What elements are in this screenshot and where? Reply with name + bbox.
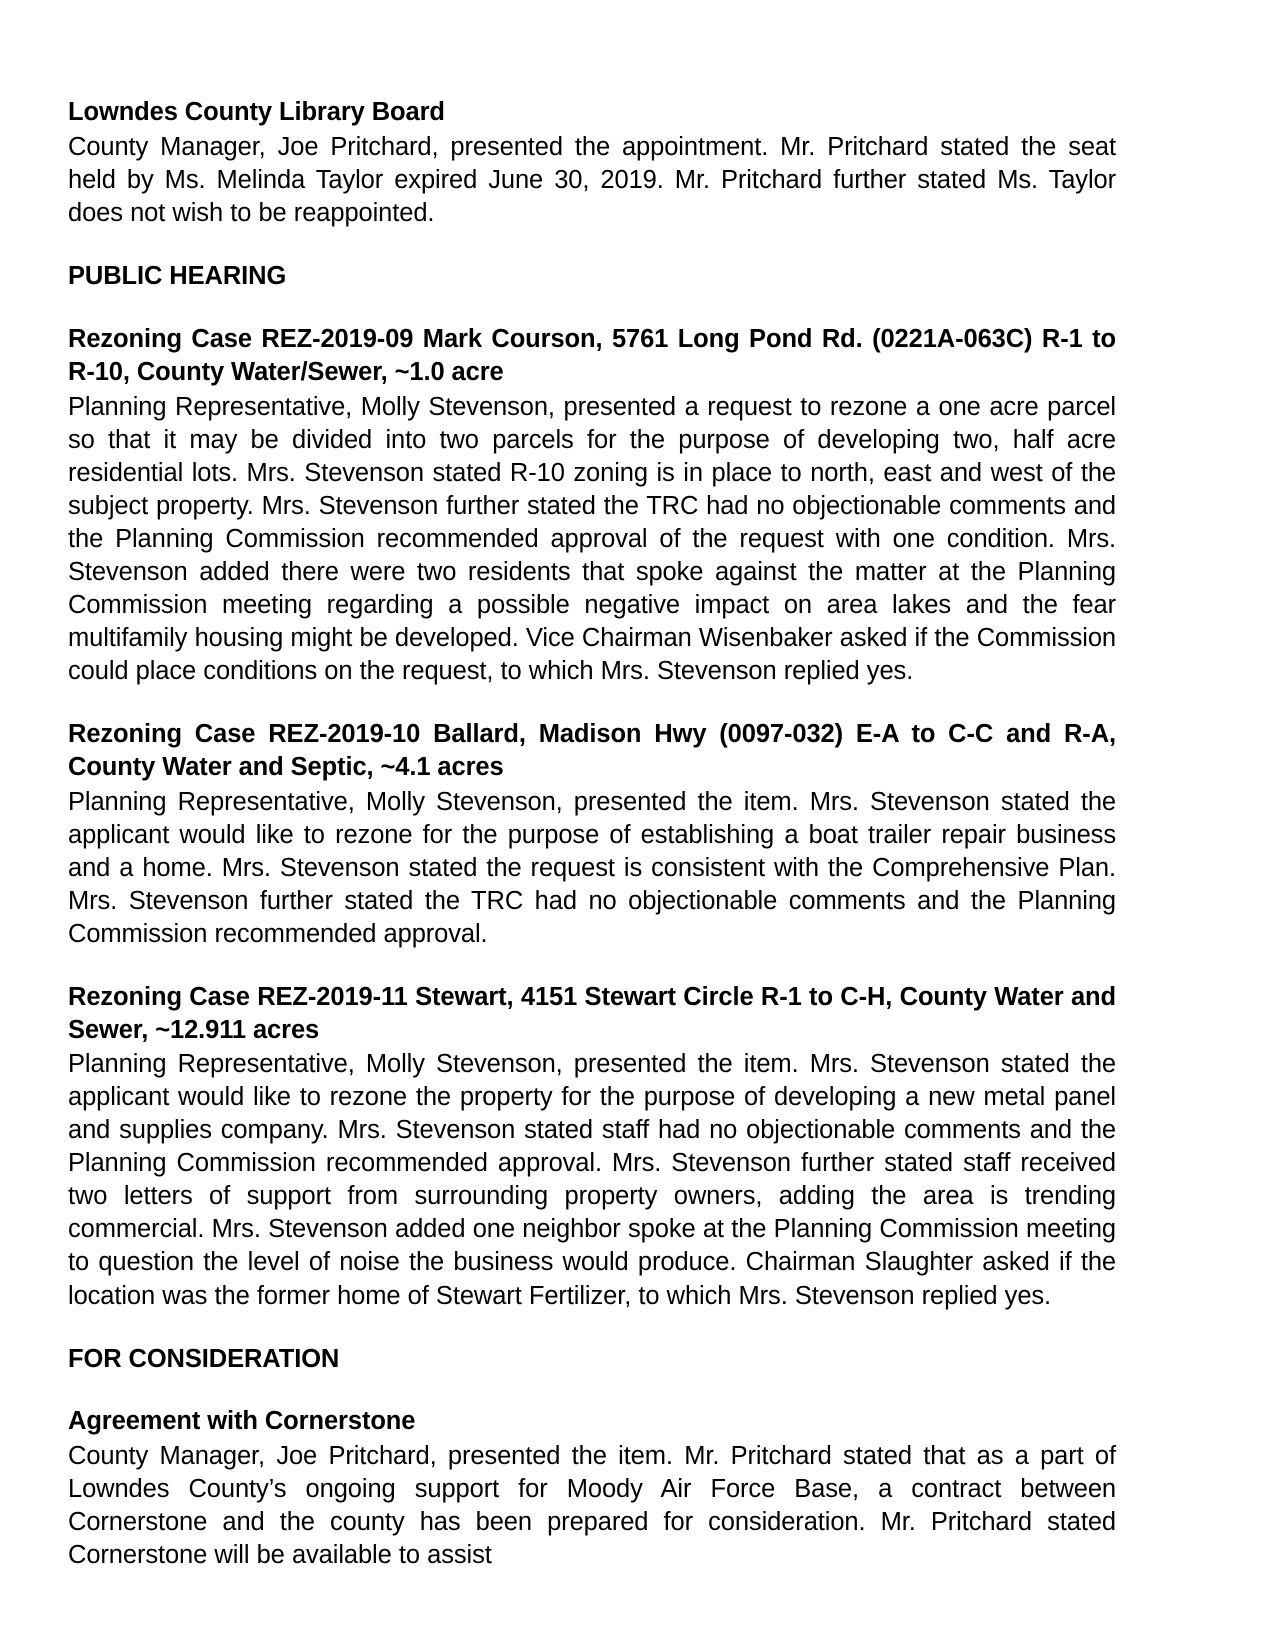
section-heading-agreement-cornerstone: Agreement with Cornerstone — [68, 1407, 416, 1436]
section-heading-for-consideration: FOR CONSIDERATION — [68, 1344, 340, 1373]
section-heading-public-hearing: PUBLIC HEARING — [68, 261, 287, 290]
spacer — [68, 293, 1116, 323]
section-heading-rez-2019-10: Rezoning Case REZ-2019-10 Ballard, Madison Hwy (0097-032) E-A to C-C and R-A, County Water and Septic, ~4.1 acres — [68, 719, 1116, 781]
section-body-library-board: County Manager, Joe Pritchard, presented the appointment. Mr. Pritchard stated the seat held by Ms. Melinda Taylor expired June 30, 2019. Mr. Pritchard further stated Ms. Taylor does not wish to be reappointed. — [68, 132, 1116, 227]
section-body-rez-2019-09: Planning Representative, Molly Stevenson, presented a request to rezone a one acre parcel so that it may be divided into two parcels for the purpose of developing two, half acre residential lots. Mrs. Stevenson stated R-10 zoning is in place to north, east and west of the subject property. Mrs. Stevenson further stated the TRC had no objectionable comments and the Planning Commission recommended approval of the request with one condition. Mrs. Stevenson added there were two residents that spoke against the matter at the Planning Commission meeting regarding a possible negative impact on area lakes and the fear multifamily housing might be developed. Vice Chairman Wisenbaker asked if the Commission could place conditions on the request, to which Mrs. Stevenson replied yes. — [68, 392, 1116, 685]
spacer — [68, 688, 1116, 718]
section-for-consideration — [68, 1343, 1116, 1376]
section-rez-2019-09 — [68, 323, 1116, 688]
section-body-agreement-cornerstone: County Manager, Joe Pritchard, presented the item. Mr. Pritchard stated that as a part of Lowndes County’s ongoing support for Moody Air Force Base, a contract between Cornerstone and the county has been prepared for consideration. Mr. Pritchard stated Cornerstone will be available to assist — [68, 1442, 1116, 1570]
document-body — [68, 96, 1116, 1572]
spacer — [68, 230, 1116, 260]
spacer — [68, 1375, 1116, 1405]
section-rez-2019-11 — [68, 981, 1116, 1313]
section-heading-rez-2019-09: Rezoning Case REZ-2019-09 Mark Courson, 5761 Long Pond Rd. (0221A-063C) R-1 to R-10, County Water/Sewer, ~1.0 acre — [68, 324, 1116, 386]
section-body-rez-2019-11: Planning Representative, Molly Stevenson, presented the item. Mrs. Stevenson stated the applicant would like to rezone the property for the purpose of developing a new metal panel and supplies company. Mrs. Stevenson stated staff had no objectionable comments and the Planning Commission recommended approval. Mrs. Stevenson further stated staff received two letters of support from surrounding property owners, adding the area is trending commercial. Mrs. Stevenson added one neighbor spoke at the Planning Commission meeting to question the level of noise the business would produce. Chairman Slaughter asked if the location was the former home of Stewart Fertilizer, to which Mrs. Stevenson replied yes. — [68, 1050, 1116, 1310]
section-body-rez-2019-10: Planning Representative, Molly Stevenson, presented the item. Mrs. Stevenson stated the applicant would like to rezone for the purpose of establishing a boat trailer repair business and a home. Mrs. Stevenson stated the request is consistent with the Comprehensive Plan. Mrs. Stevenson further stated the TRC had no objectionable comments and the Planning Commission recommended approval. — [68, 787, 1116, 948]
section-public-hearing — [68, 260, 1116, 293]
section-library-board — [68, 96, 1116, 230]
section-agreement-cornerstone — [68, 1405, 1116, 1572]
section-rez-2019-10 — [68, 718, 1116, 951]
section-heading-library-board: Lowndes County Library Board — [68, 98, 445, 126]
spacer — [68, 951, 1116, 981]
section-heading-rez-2019-11: Rezoning Case REZ-2019-11 Stewart, 4151 Stewart Circle R-1 to C-H, County Water and Sewer, ~12.911 acres — [68, 982, 1116, 1044]
spacer — [68, 1313, 1116, 1343]
